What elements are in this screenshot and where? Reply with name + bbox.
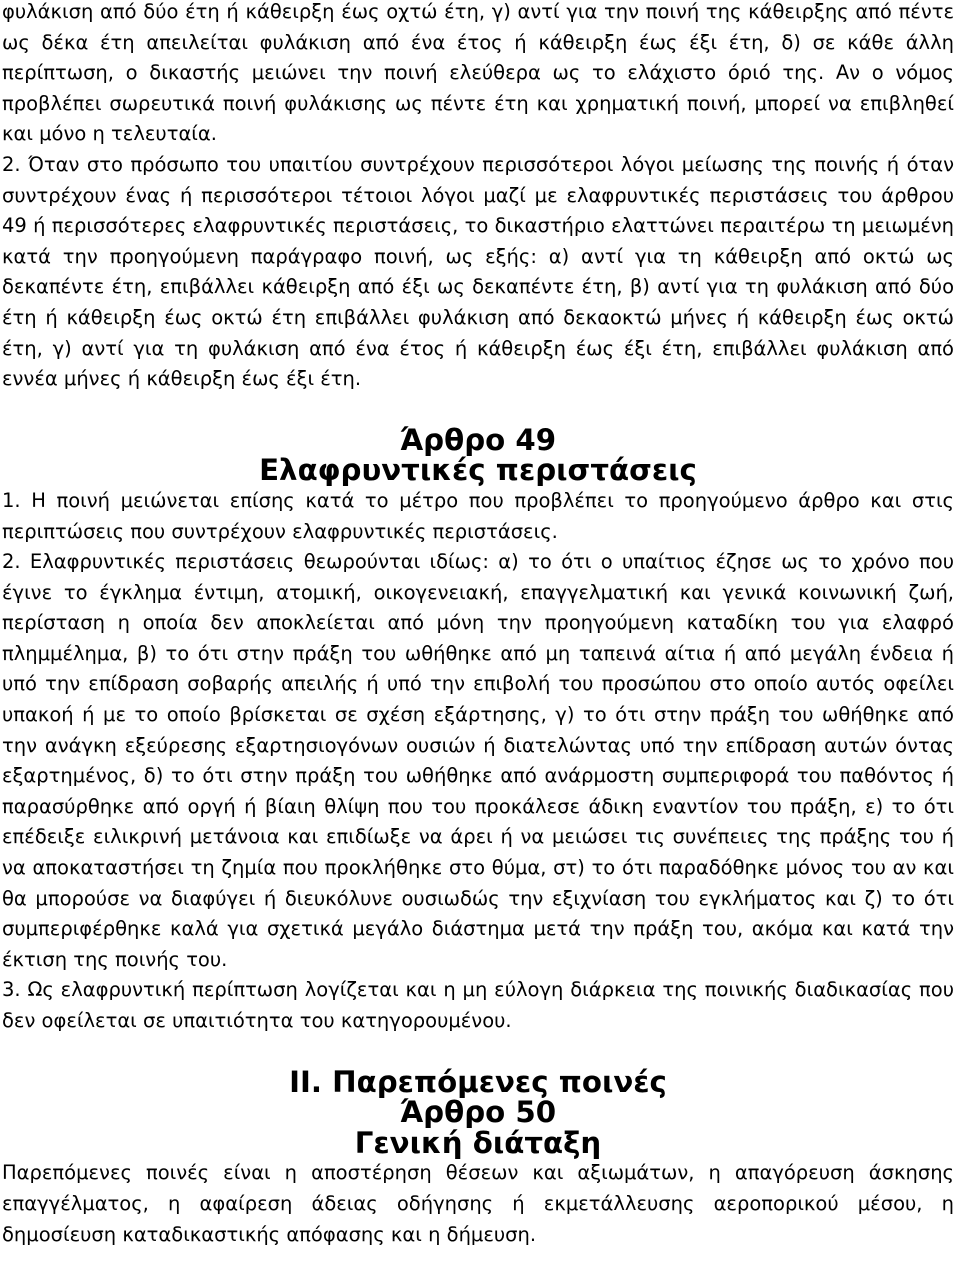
article-49-paragraph-2: 2. Ελαφρυντικές περιστάσεις θεωρούνται ιδίως: α) το ότι ο υπαίτιος έζησε ως το χρόνο που έγινε το έγκλημα έντιμη, ατομική, οικογενειακή, επαγγελματική και γενικά κοινωνική ζωή, περίσταση η οποία δεν αποκλείεται από μόνη την προηγούμενη καταδίκη του για ελαφρό πλημμέλημα, β) το ότι στην πράξη του ωθήθηκε από μη ταπεινά αίτια ή από μεγάλη ένδεια ή υπό την επίδραση σοβαρής απειλής ή υπό την επιβολή του προσώπου στο οποίο αυτός οφείλει υπακοή ή με το οποίο βρίσκεται σε σχέση εξάρτησης, γ) το ότι στην πράξη του ωθήθηκε από την ανάγκη εξεύρεσης εξαρτησιογόνων ουσιών ή διατελώντας υπό την επίδραση αυτών όντας εξαρτημένος, δ) το ότι στην πράξη του ωθήθηκε από ανάρμοστη συμπεριφορά του παθόντος ή παρασύρθηκε από οργή ή βίαιη θλίψη που του προκάλεσε άδικη εναντίον του πράξη, ε) το ότι επέδειξε ειλικρινή μετάνοια και επιδίωξε να άρει ή να μειώσει τις συνέπειες της πράξης του ή να αποκαταστήσει τη ζημία που προκλήθηκε στο θύμα, στ) το ότι παραδόθηκε μόνος του αν και θα μπορούσε να διαφύγει ή διευκόλυνε ουσιωδώς την εξιχνίαση του εγκλήματος και ζ) το ότι συμπεριφέρθηκε καλά για σχετικά μεγάλο διάστημα μετά την πράξη του, ακόμα και κατά την έκτιση της ποινής του. [2, 550, 954, 971]
article-49-number: Άρθρο 49 [399, 422, 557, 457]
paragraph-intro-1: φυλάκιση από δύο έτη ή κάθειρξη έως οχτώ έτη, γ) αντί για την ποινή της κάθειρξης από πέντε ως δέκα έτη απειλείται φυλάκιση από ένα έτος ή κάθειρξη έως έξι έτη, δ) σε κάθε άλλη περίπτωση, ο δικαστής μειώνει την ποινή ελεύθερα ως το ελάχιστο όριό της. Αν ο νόμος προβλέπει σωρευτικά ποινή φυλάκισης ως πέντε έτη και χρηματική ποινή, μπορεί να επιβληθεί και μόνο η τελευταία. [2, 0, 954, 146]
section-heading: ΙΙ. Παρεπόμενες ποινές [289, 1064, 667, 1099]
article-50-paragraph-1: Παρεπόμενες ποινές είναι η αποστέρηση θέσεων και αξιωμάτων, η απαγόρευση άσκησης επαγγέλματος, η αφαίρεση άδειας οδήγησης ή εκμετάλλευσης αεροπορικού μέσου, η δημοσίευση καταδικαστικής απόφασης και η δήμευση. [2, 1161, 954, 1246]
spacer [2, 1037, 954, 1067]
article-49-title: Ελαφρυντικές περιστάσεις [259, 453, 697, 488]
article-50-number: Άρθρο 50 [399, 1095, 557, 1130]
article-49-paragraph-1: 1. Η ποινή μειώνεται επίσης κατά το μέτρο που προβλέπει το προηγούμενο άρθρο και στις περιπτώσεις που συντρέχουν ελαφρυντικές περιστάσεις. [2, 488, 954, 543]
article-49-paragraph-3: 3. Ως ελαφρυντική περίπτωση λογίζεται και η μη εύλογη διάρκεια της ποινικής διαδικασίας που δεν οφείλεται σε υπαιτιότητα του κατηγορουμένου. [2, 978, 954, 1032]
paragraph-intro-2: 2. Όταν στο πρόσωπο του υπαιτίου συντρέχουν περισσότεροι λόγοι μείωσης της ποινής ή όταν συντρέχουν ένας ή περισσότεροι τέτοιοι λόγοι μαζί με ελαφρυντικές περιστάσεις του άρθρου 49 ή περισσότερες ελαφρυντικές περιστάσεις, το δικαστήριο ελαττώνει περαιτέρω τη μειωμένη κατά την προηγούμενη παράγραφο ποινή, ως εξής: α) αντί για τη κάθειρξη από οκτώ ως δεκαπέντε έτη, επιβάλλει κάθειρξη από έξι ως δεκαπέντε έτη, β) αντί για τη φυλάκιση από δύο έτη ή κάθειρξη έως οκτώ έτη επιβάλλει φυλάκιση από δεκαοκτώ μήνες ή κάθειρξη έως οκτώ έτη, γ) αντί για τη φυλάκιση από ένα έτος ή κάθειρξη έως έξι έτη, επιβάλλει φυλάκιση από εννέα μήνες ή κάθειρξη έως έξι έτη. [2, 152, 954, 391]
article-50-title: Γενική διάταξη [354, 1125, 602, 1160]
spacer [2, 395, 954, 425]
